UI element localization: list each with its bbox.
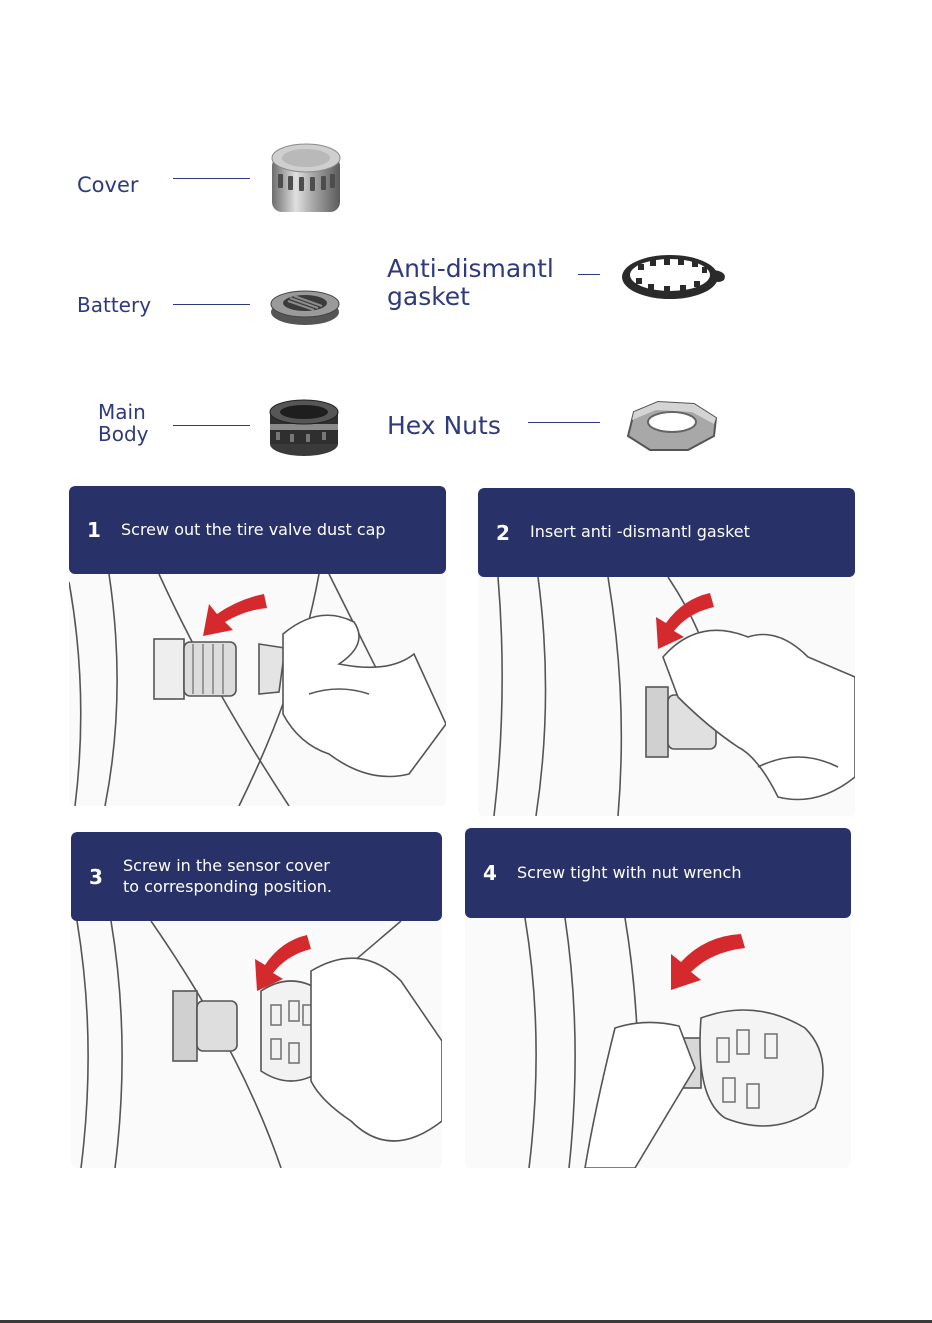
main-body-leader-line (173, 425, 250, 426)
anti-dismantle-gasket-image (618, 250, 730, 304)
step-3-header (71, 832, 442, 921)
hex-nuts-leader-line (528, 422, 600, 423)
step-3-illustration (71, 921, 442, 1168)
main-body-label-line-1: Main (98, 400, 146, 424)
main-body-label-line-2: Body (98, 422, 149, 447)
battery-leader-line (173, 304, 250, 305)
step-2-instruction: Insert anti -dismantl gasket (530, 522, 750, 542)
anti-dismantle-leader-line (578, 274, 600, 275)
step-3-instruction (123, 856, 332, 898)
step-4-instruction: Screw tight with nut wrench (517, 862, 742, 882)
step-1-header (69, 486, 446, 574)
step-1-illustration (69, 574, 446, 806)
hex-nut-image (622, 398, 722, 456)
battery-label: Battery (77, 293, 152, 317)
hex-nuts-label: Hex Nuts (387, 411, 501, 440)
cover-leader-line (173, 178, 250, 179)
step-1-number: 1 (87, 518, 101, 542)
step-2-illustration (478, 577, 855, 816)
anti-dismantle-label-line-1: Anti-dismantl (387, 254, 554, 283)
step-2-panel (478, 488, 855, 816)
step-3-instruction-line-2: to corresponding position. (123, 876, 332, 896)
step-4-illustration (465, 918, 851, 1168)
step-1-panel (69, 486, 446, 806)
anti-dismantle-gasket-label (387, 255, 554, 311)
step-3-number: 3 (89, 864, 103, 889)
step-2-number: 2 (496, 520, 510, 545)
step-1-instruction: Screw out the tire valve dust cap (121, 519, 386, 539)
sensor-cover-image (266, 140, 346, 222)
battery-image (268, 284, 342, 328)
main-body-image (266, 398, 342, 458)
step-4-number: 4 (483, 861, 497, 885)
step-2-header (478, 488, 855, 577)
step-3-panel (71, 832, 442, 1168)
step-3-instruction-line-1: Screw in the sensor cover (123, 855, 330, 875)
step-4-header (465, 828, 851, 918)
main-body-label (98, 401, 149, 446)
cover-label: Cover (77, 173, 139, 197)
anti-dismantle-label-line-2: gasket (387, 282, 470, 311)
step-4-panel (465, 828, 851, 1168)
